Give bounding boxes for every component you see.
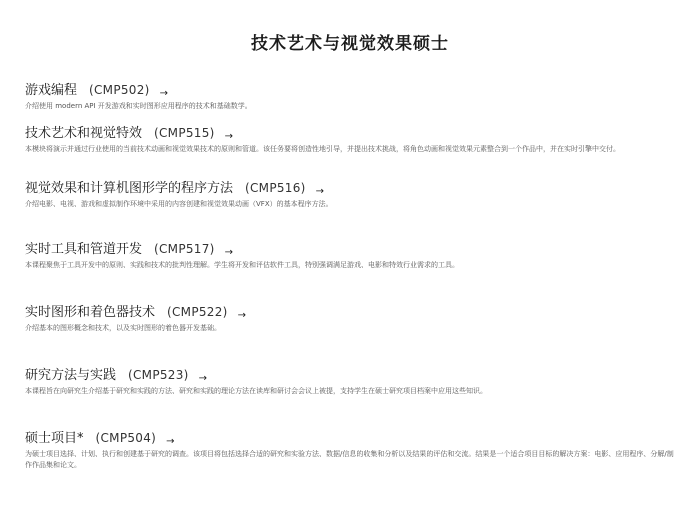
course-item-cmp515 xyxy=(25,122,680,155)
course-code: (CMP516) xyxy=(245,181,306,195)
course-code: (CMP523) xyxy=(128,368,189,382)
course-item-cmp502 xyxy=(25,79,680,112)
course-title: 研究方法与实践 xyxy=(25,368,117,383)
course-item-cmp522 xyxy=(25,301,680,334)
course-description: 介绍使用 modern API 开发游戏和实时图形应用程序的技术和基础数学。 xyxy=(25,102,252,110)
arrow-right-icon[interactable]: → xyxy=(224,131,234,142)
course-description: 介绍电影、电视、游戏和虚拟制作环境中采用的内容创建和视觉效果动画（VFX）的基本程序方法。 xyxy=(25,200,333,208)
course-description: 本课程旨在向研究生介绍基于研究和实践的方法、研究和实践的理论方法在读库和研讨会会议上被提，支持学生在硕士研究项目档案中应用这些知识。 xyxy=(25,387,487,395)
course-title: 游戏编程 xyxy=(25,83,78,98)
course-code: (CMP522) xyxy=(167,305,228,319)
course-code: (CMP504) xyxy=(95,431,157,445)
arrow-right-icon[interactable]: → xyxy=(166,436,175,447)
arrow-right-icon[interactable]: → xyxy=(237,310,247,321)
course-item-cmp504 xyxy=(25,427,680,471)
course-title: 硕士项目* xyxy=(25,431,84,446)
course-code: (CMP502) xyxy=(89,83,150,97)
arrow-right-icon[interactable]: → xyxy=(315,186,325,197)
course-title: 实时图形和着色器技术 xyxy=(25,305,156,320)
arrow-right-icon[interactable]: → xyxy=(198,373,208,384)
course-description: 介绍基本的图形概念和技术，以及实时图形的着色器开发基础。 xyxy=(25,324,221,332)
arrow-right-icon[interactable]: → xyxy=(159,88,169,99)
course-description: 本课程聚焦于工具开发中的原则、实践和技术的批判性理解。学生将开发和评估软件工具，特别强调满足游戏、电影和特效行业需求的工具。 xyxy=(25,261,459,269)
course-code: (CMP517) xyxy=(154,242,215,256)
course-item-cmp517 xyxy=(25,238,680,271)
course-title: 视觉效果和计算机图形学的程序方法 xyxy=(25,181,234,196)
course-item-cmp523 xyxy=(25,364,680,397)
course-code: (CMP515) xyxy=(154,126,215,140)
course-description: 本模块将演示并通过行业使用的当前技术动画和视觉效果技术的原则和管道。该任务要将创造性地引导，并提出技术挑战，将角色动画和视觉效果元素整合到一个作品中，并在实时引擎中交付。 xyxy=(25,145,620,153)
course-title: 技术艺术和视觉特效 xyxy=(25,126,143,141)
course-title: 实时工具和管道开发 xyxy=(25,242,143,257)
page-title: 技术艺术与视觉效果硕士 xyxy=(251,34,449,54)
arrow-right-icon[interactable]: → xyxy=(224,247,234,258)
course-description: 为硕士项目选择、计划、执行和创建基于研究的调查。该项目将包括选择合适的研究和实验方法、数据/信息的收集和分析以及结果的评估和交流。结果是一个适合项目目标的解决方案：电影、应用程序、分解/制作作品集和论文。 xyxy=(25,450,674,469)
course-item-cmp516 xyxy=(25,177,680,210)
